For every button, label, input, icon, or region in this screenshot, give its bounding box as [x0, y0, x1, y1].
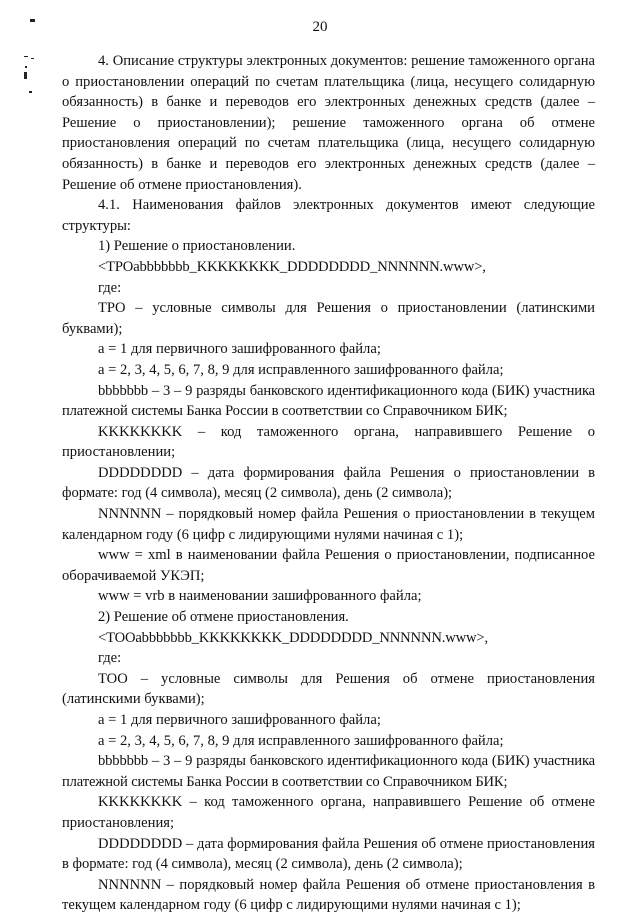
- definition-bbbbbbb: bbbbbbb – 3 – 9 разряды банковского идентификационного кода (БИК) участника платежной системы Банка России в соответствии со Справочником БИК;: [62, 753, 595, 790]
- definition-kkkkkkkk: KKKKKKKK – код таможенного органа, направившего Решение о приостановлении;: [62, 423, 595, 461]
- scan-mark: [24, 56, 28, 57]
- definition-a-primary: a = 1 для первичного зашифрованного файла;: [98, 341, 381, 358]
- scan-mark: [29, 91, 32, 93]
- definition-dddddddd: DDDDDDDD – дата формирования файла Решения об отмене приостановления в формате: год (4 символа), месяц (2 символа), день (2 символа);: [62, 835, 595, 873]
- definition-nnnnnn: NNNNNN – порядковый номер файла Решения о приостановлении в текущем календарном году (6 цифр с лидирующими нулями начиная с 1);: [62, 506, 595, 543]
- definition-kkkkkkkk: KKKKKKKK – код таможенного органа, направившего Решение об отмене приостановления;: [62, 794, 595, 831]
- document-body: [62, 51, 595, 916]
- paragraph-section-4-1: 4.1. Наименования файлов электронных документов имеют следующие структуры:: [62, 197, 595, 234]
- definition-www-vrb: www = vrb в наименовании зашифрованного файла;: [98, 588, 422, 605]
- scan-mark: [24, 72, 27, 79]
- definition-www-xml: www = xml в наименовании файла Решения о приостановлении, подписанное оборачиваемой УКЭП;: [62, 547, 595, 584]
- definition-too: TOO – условные символы для Решения об отмене приостановления (латинскими буквами);: [62, 670, 595, 708]
- definition-tpo: TPO – условные символы для Решения о приостановлении (латинскими буквами);: [62, 300, 595, 337]
- where-label: где:: [98, 279, 122, 296]
- scan-mark: [25, 66, 27, 68]
- filename-template-too: <TOOabbbbbbb_KKKKKKKK_DDDDDDDD_NNNNNN.www>,: [98, 629, 488, 646]
- definition-dddddddd: DDDDDDDD – дата формирования файла Решения о приостановлении в формате: год (4 символа), месяц (2 символа), день (2 символа);: [62, 464, 595, 502]
- paragraph-section-4: 4. Описание структуры электронных документов: решение таможенного органа о приостановлении операций по счетам плательщика (лица, несущего солидарную обязанность) в банке и переводов его электронных денежных средств (далее – Решение о приостановлении); решение таможенного органа об отмене приостановления операций по счетам плательщика (лица, несущего солидарную обязанность) в банке и переводов его электронных денежных средств (далее – Решение об отмене приостановления).: [62, 53, 595, 193]
- definition-a-corrected: a = 2, 3, 4, 5, 6, 7, 8, 9 для исправленного зашифрованного файла;: [98, 361, 504, 378]
- list-item-cancellation-decision: 2) Решение об отмене приостановления.: [98, 609, 349, 626]
- definition-nnnnnn: NNNNNN – порядковый номер файла Решения об отмене приостановления в текущем календарном году (6 цифр с лидирующими нулями начиная с 1);: [62, 876, 595, 914]
- list-item-suspension-decision: 1) Решение о приостановлении.: [98, 238, 296, 255]
- scan-mark: [31, 58, 34, 59]
- definition-a-primary: a = 1 для первичного зашифрованного файла;: [98, 712, 381, 728]
- definition-bbbbbbb: bbbbbbb – 3 – 9 разряды банковского идентификационного кода (БИК) участника платежной системы Банка России в соответствии со Справочником БИК;: [62, 382, 595, 420]
- page-number: 20: [312, 19, 328, 35]
- definition-a-corrected: a = 2, 3, 4, 5, 6, 7, 8, 9 для исправленного зашифрованного файла;: [98, 732, 504, 749]
- where-label: где:: [98, 650, 122, 667]
- filename-template-tpo: <TPOabbbbbbb_KKKKKKKK_DDDDDDDD_NNNNNN.www>,: [98, 258, 486, 275]
